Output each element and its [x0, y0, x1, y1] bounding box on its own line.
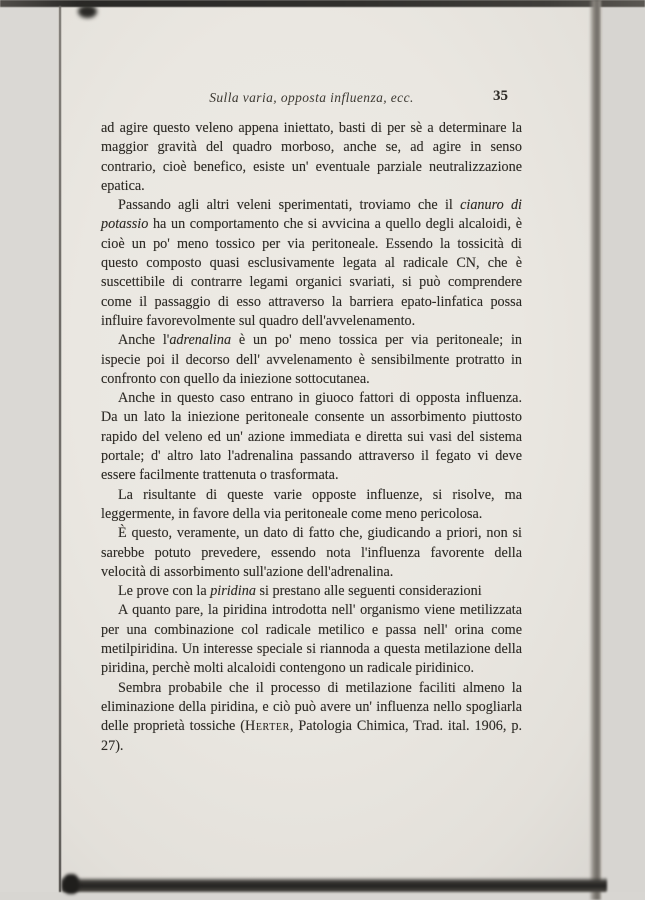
paragraph: Passando agli altri veleni sperimentati, troviamo che il cianuro di potassio ha un comportamento che si avvicina a quello degli alcaloidi, è cioè un po' meno tossico per via peritoneale. Essendo la tossicità di questo composto quasi esclusivamente legata al radicale CN, che è suscettibile di contrarre legami organici svariati, si può comprendere come il passaggio di esso attraverso la barriera epato-linfatica possa influire favorevolmente sul quadro dell'avvelenamento.	[101, 197, 522, 329]
paragraph: Anche l'adrenalina è un po' meno tossica per via peritoneale; in ispecie poi il decorso dell' avvelenamento è sensibilmente protratto in confronto con quello da iniezione sottocutanea.	[101, 332, 523, 387]
scan-margin-right	[602, 0, 645, 900]
paragraph: Le prove con la piridina si prestano alle seguenti considerazioni	[118, 583, 482, 600]
scan-edge-right	[589, 0, 601, 900]
paragraph: Sembra probabile che il processo di metilazione faciliti almeno la eliminazione della piridina, e ciò può avere un' influenza nello spogliarla delle proprietà tossiche (Herter, Patologia Chimica, Trad. ital. 1906, p. 27).	[101, 679, 522, 754]
paragraph: La risultante di queste varie opposte influenze, si risolve, ma leggermente, in favore della via peritoneale come meno pericolosa.	[101, 486, 522, 522]
scan-edge-left	[59, 6, 61, 892]
page-number: 35	[493, 88, 508, 104]
page-header	[101, 90, 522, 112]
paragraph: A quanto pare, la piridina introdotta nell' organismo viene metilizzata per una combinazione col radicale metilico e passa nell' orina come metilpiridina. Un interesse speciale si riannoda a questa metilazione della piridina, perchè molti alcaloidi contengono un radicale piridinico.	[101, 602, 522, 677]
scan-margin-left	[0, 0, 58, 900]
paragraph: Anche in questo caso entrano in giuoco fattori di opposta influenza. Da un lato la iniezione peritoneale consente un assorbimento piuttosto rapido del veleno ed un' azione immediata e diretta sui vasi del sistema portale; d' altro lato l'adrenalina passando attraverso il fegato vi deve essere facilmente trattenuta o trasformata.	[101, 390, 522, 484]
paragraph: ad agire questo veleno appena iniettato, basti di per sè a determinare la maggior gravità del quadro morboso, anche se, ad agire in senso contrario, cioè benefico, esiste un' eventuale parziale neutralizzazione epatica.	[101, 120, 522, 194]
scan-blemish-bottom-left	[63, 874, 79, 894]
paragraph: È questo, veramente, un dato di fatto che, giudicando a priori, non si sarebbe potuto prevedere, essendo nota l'influenza favorente della velocità di assorbimento sull'azione dell'adrenalina.	[101, 525, 522, 580]
running-title: Sulla varia, opposta influenza, ecc.	[209, 90, 414, 105]
scan-blemish-top-left	[78, 5, 97, 18]
scan-edge-top	[0, 0, 645, 7]
text-block	[101, 119, 522, 756]
scan-margin-bottom	[0, 892, 645, 900]
scan-edge-bottom	[62, 877, 607, 892]
